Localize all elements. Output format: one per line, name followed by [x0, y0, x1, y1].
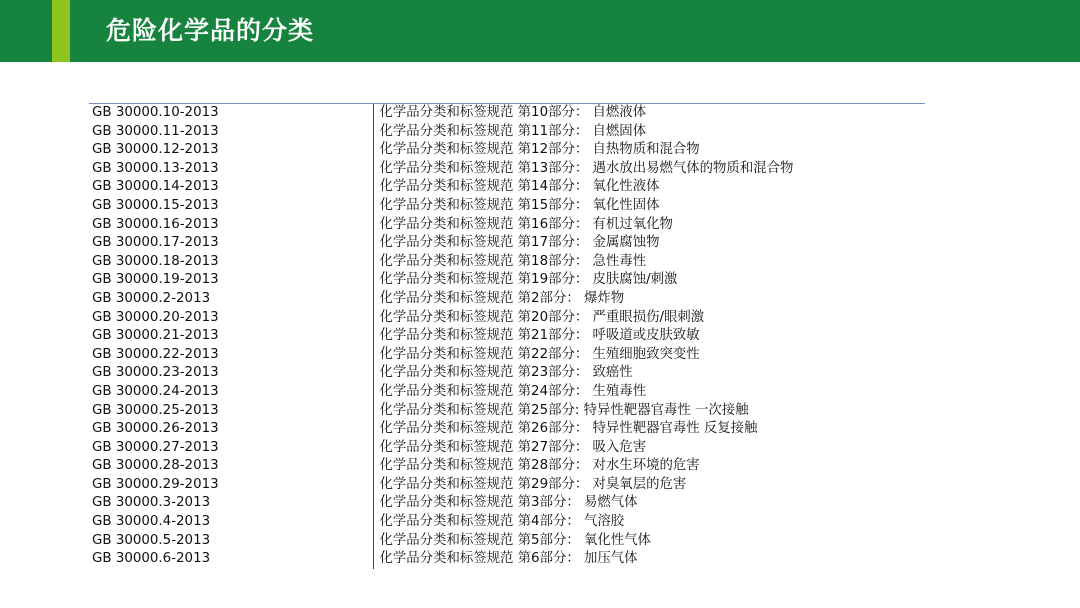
standard-code-cell: GB 30000.28-2013 [92, 458, 219, 474]
table-row [89, 476, 925, 495]
standard-title-cell: 化学品分类和标签规范 第22部分： 生殖细胞致突变性 [373, 346, 925, 365]
standard-code-cell: GB 30000.18-2013 [92, 253, 219, 269]
table-row [89, 178, 925, 197]
title-bar [0, 0, 1080, 62]
standard-title-cell: 化学品分类和标签规范 第12部分： 自热物质和混合物 [373, 141, 925, 160]
standard-title-cell: 化学品分类和标签规范 第10部分： 自燃液体 [373, 104, 925, 123]
standard-code-cell: GB 30000.10-2013 [92, 105, 219, 120]
standard-title-cell: 化学品分类和标签规范 第16部分： 有机过氧化物 [373, 216, 925, 235]
table-row [89, 439, 925, 458]
table-row [89, 457, 925, 476]
standard-title-cell: 化学品分类和标签规范 第3部分： 易燃气体 [373, 494, 925, 513]
standard-title-cell: 化学品分类和标签规范 第6部分： 加压气体 [373, 550, 925, 569]
standard-code-cell: GB 30000.2-2013 [92, 290, 211, 306]
standard-title-cell: 化学品分类和标签规范 第17部分： 金属腐蚀物 [373, 234, 925, 253]
standard-code-cell: GB 30000.25-2013 [92, 402, 219, 418]
standard-code-cell: GB 30000.11-2013 [92, 123, 219, 139]
standard-title-cell: 化学品分类和标签规范 第5部分： 氧化性气体 [373, 532, 925, 551]
table-row [89, 234, 925, 253]
standard-title-cell: 化学品分类和标签规范 第14部分： 氧化性液体 [373, 178, 925, 197]
table-row [89, 346, 925, 365]
standards-table-body [89, 104, 925, 569]
standard-code-cell: GB 30000.5-2013 [92, 532, 211, 548]
table-row [89, 327, 925, 346]
table-row [89, 216, 925, 235]
standard-title-cell: 化学品分类和标签规范 第29部分： 对臭氧层的危害 [373, 476, 925, 495]
standard-title-cell: 化学品分类和标签规范 第28部分： 对水生环境的危害 [373, 457, 925, 476]
standard-title-cell: 化学品分类和标签规范 第23部分： 致癌性 [373, 364, 925, 383]
table-row [89, 253, 925, 272]
standard-title-cell: 化学品分类和标签规范 第4部分： 气溶胶 [373, 513, 925, 532]
table-row [89, 383, 925, 402]
table-row [89, 513, 925, 532]
standard-code-cell: GB 30000.22-2013 [92, 346, 219, 362]
standard-title-cell: 化学品分类和标签规范 第18部分： 急性毒性 [373, 253, 925, 272]
standard-title-cell: 化学品分类和标签规范 第27部分： 吸入危害 [373, 439, 925, 458]
table-row [89, 160, 925, 179]
standard-code-cell: GB 30000.24-2013 [92, 383, 219, 399]
standard-title-cell: 化学品分类和标签规范 第21部分： 呼吸道或皮肤致敏 [373, 327, 925, 346]
standard-title-cell: 化学品分类和标签规范 第19部分： 皮肤腐蚀/刺激 [373, 271, 925, 290]
table-row [89, 309, 925, 328]
table-row [89, 550, 925, 569]
standard-code-cell: GB 30000.17-2013 [92, 235, 219, 251]
standard-code-cell: GB 30000.15-2013 [92, 197, 219, 213]
standard-title-cell: 化学品分类和标签规范 第25部分: 特异性靶器官毒性 一次接触 [373, 402, 925, 421]
standards-table-container [89, 103, 925, 569]
standard-code-cell: GB 30000.12-2013 [92, 142, 219, 158]
table-row [89, 141, 925, 160]
table-row [89, 123, 925, 142]
standard-title-cell: 化学品分类和标签规范 第2部分： 爆炸物 [373, 290, 925, 309]
table-row [89, 494, 925, 513]
standard-code-cell: GB 30000.20-2013 [92, 309, 219, 325]
title-bar-accent [0, 0, 52, 62]
standard-code-cell: GB 30000.19-2013 [92, 272, 219, 288]
standard-title-cell: 化学品分类和标签规范 第24部分： 生殖毒性 [373, 383, 925, 402]
standard-code-cell: GB 30000.26-2013 [92, 421, 219, 437]
standard-code-cell: GB 30000.13-2013 [92, 160, 219, 176]
table-row [89, 402, 925, 421]
title-bar-stripe [52, 0, 70, 62]
table-row [89, 197, 925, 216]
standard-title-cell: 化学品分类和标签规范 第26部分： 特异性靶器官毒性 反复接触 [373, 420, 925, 439]
standard-code-cell: GB 30000.14-2013 [92, 179, 219, 195]
standard-title-cell: 化学品分类和标签规范 第20部分： 严重眼损伤/眼刺激 [373, 309, 925, 328]
table-row [89, 420, 925, 439]
standard-code-cell: GB 30000.16-2013 [92, 216, 219, 232]
page-title: 危险化学品的分类 [106, 16, 315, 45]
standard-code-cell: GB 30000.4-2013 [92, 514, 211, 530]
standard-code-cell: GB 30000.21-2013 [92, 328, 219, 344]
standard-code-cell: GB 30000.6-2013 [92, 551, 211, 567]
standard-code-cell: GB 30000.29-2013 [92, 476, 219, 492]
standards-table [89, 104, 925, 569]
standard-code-cell: GB 30000.27-2013 [92, 439, 219, 455]
table-row [89, 104, 925, 123]
table-row [89, 271, 925, 290]
table-row [89, 290, 925, 309]
standard-title-cell: 化学品分类和标签规范 第15部分： 氧化性固体 [373, 197, 925, 216]
standard-code-cell: GB 30000.3-2013 [92, 495, 211, 511]
standard-code-cell: GB 30000.23-2013 [92, 365, 219, 381]
standard-title-cell: 化学品分类和标签规范 第13部分： 遇水放出易燃气体的物质和混合物 [373, 160, 925, 179]
table-row [89, 532, 925, 551]
standard-title-cell: 化学品分类和标签规范 第11部分： 自燃固体 [373, 123, 925, 142]
table-row [89, 364, 925, 383]
